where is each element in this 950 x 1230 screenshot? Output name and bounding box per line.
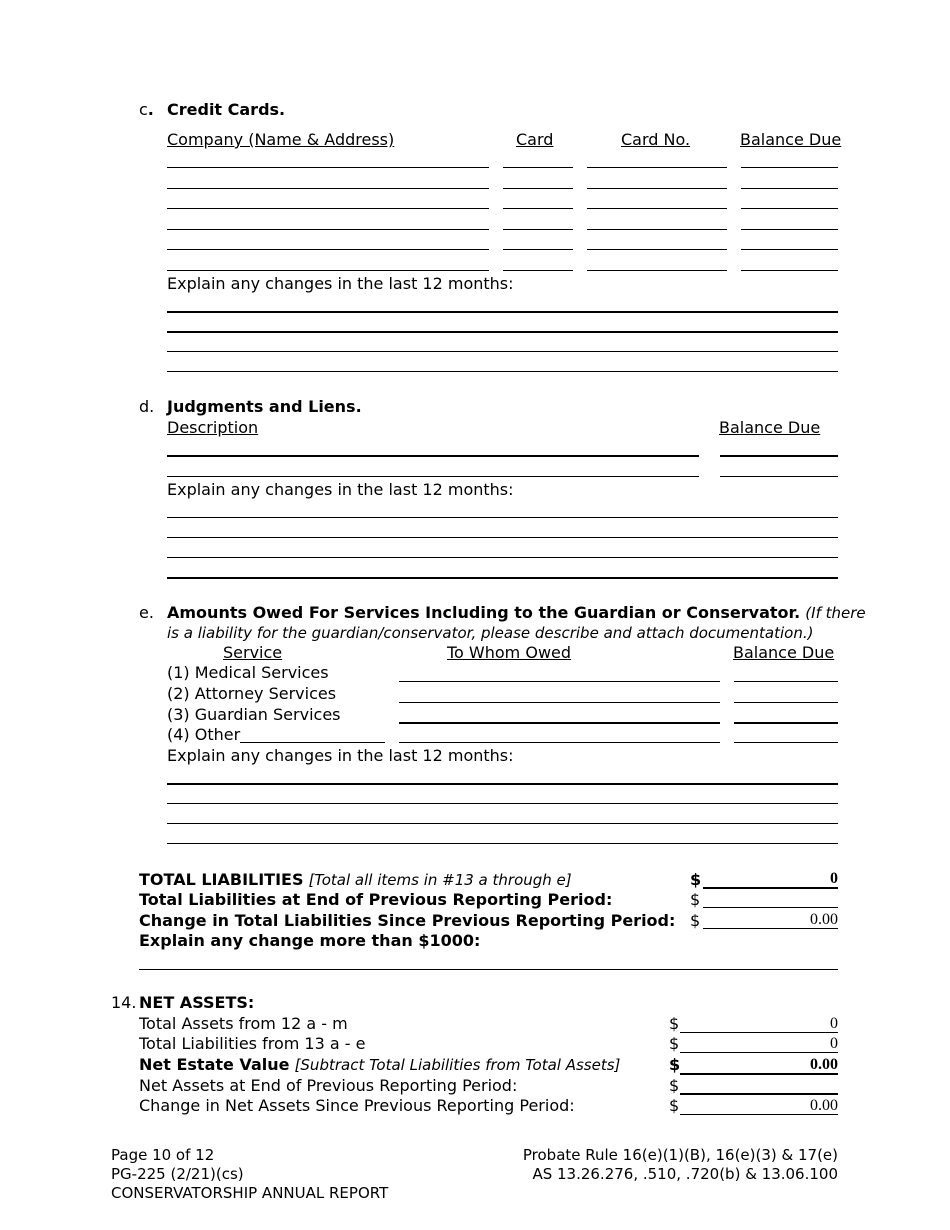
section-number: 14. (111, 993, 137, 1012)
company-field[interactable] (167, 167, 489, 168)
explain-change-label: Explain any change more than $1000: (139, 931, 481, 950)
section-d-title: Judgments and Liens. (167, 397, 362, 416)
service-medical: (1) Medical Services (167, 663, 329, 682)
total-assets-value: 0 (830, 1015, 838, 1032)
whom-field[interactable] (399, 742, 720, 743)
explain-line[interactable] (167, 843, 838, 844)
whom-field[interactable] (399, 681, 720, 682)
section-c-title: Credit Cards. (167, 100, 286, 119)
net-assets-title: NET ASSETS: (139, 993, 255, 1012)
currency-symbol: $ (690, 911, 701, 930)
prev-net-assets-field[interactable] (680, 1093, 838, 1095)
balance-field[interactable] (741, 188, 838, 189)
section-e-title: Amounts Owed For Services Including to the Guardian or Conservator. (167, 603, 801, 622)
section-e-note-b: is a liability for the guardian/conservator, please describe and attach documentation.) (167, 624, 814, 642)
currency-symbol: $ (690, 870, 702, 889)
balance-field[interactable] (734, 681, 838, 682)
col-company-header: Company (Name & Address) (167, 130, 395, 149)
balance-field[interactable] (741, 229, 838, 230)
prev-liabilities-field[interactable] (703, 907, 838, 908)
currency-symbol: $ (669, 1076, 680, 1095)
balance-field[interactable] (734, 742, 838, 743)
change-net-assets-label: Change in Net Assets Since Previous Reporting Period: (139, 1096, 575, 1115)
balance-field[interactable] (720, 476, 838, 477)
card-no-field[interactable] (587, 270, 727, 271)
balance-field[interactable] (720, 455, 838, 457)
section-e-heading (167, 603, 866, 623)
service-other: (4) Other (167, 725, 241, 744)
explain-line[interactable] (167, 311, 838, 313)
balance-field[interactable] (734, 702, 838, 703)
change-liabilities-label: Change in Total Liabilities Since Previous Reporting Period: (139, 911, 676, 930)
prev-liabilities-label: Total Liabilities at End of Previous Reporting Period: (139, 890, 613, 909)
balance-field[interactable] (741, 208, 838, 209)
company-field[interactable] (167, 249, 489, 250)
col-card-no-header: Card No. (621, 130, 691, 149)
probate-rule: Probate Rule 16(e)(1)(B), 16(e)(3) & 17(e) (522, 1146, 838, 1164)
total-liabilities-row (139, 870, 572, 890)
col-balance-header: Balance Due (740, 130, 842, 149)
explain-line[interactable] (167, 803, 838, 804)
form-title: CONSERVATORSHIP ANNUAL REPORT (111, 1184, 389, 1202)
explain-label: Explain any changes in the last 12 months: (167, 746, 514, 765)
net-estate-label: Net Estate Value (139, 1055, 290, 1074)
currency-symbol: $ (669, 1055, 681, 1074)
balance-field[interactable] (741, 249, 838, 250)
col-service-header: Service (223, 643, 283, 662)
explain-label: Explain any changes in the last 12 months: (167, 480, 514, 499)
explain-line[interactable] (167, 577, 838, 579)
col-balance-header: Balance Due (733, 643, 835, 662)
currency-symbol: $ (669, 1034, 680, 1053)
balance-field[interactable] (741, 270, 838, 271)
description-field[interactable] (167, 476, 699, 477)
card-field[interactable] (503, 208, 573, 209)
total-liabilities-label: TOTAL LIABILITIES (139, 870, 304, 889)
card-field[interactable] (503, 188, 573, 189)
currency-symbol: $ (669, 1096, 680, 1115)
description-field[interactable] (167, 455, 699, 457)
total-liabilities-value: 0 (830, 870, 838, 887)
explain-line[interactable] (167, 331, 838, 333)
net-estate-row (139, 1055, 620, 1075)
explain-line[interactable] (167, 371, 838, 372)
col-balance-header: Balance Due (719, 418, 821, 437)
total-liabilities-13-label: Total Liabilities from 13 a - e (139, 1034, 366, 1053)
col-card-header: Card (516, 130, 554, 149)
currency-symbol: $ (690, 890, 701, 909)
explain-change-line[interactable] (139, 969, 838, 970)
balance-field[interactable] (741, 167, 838, 168)
card-field[interactable] (503, 167, 573, 168)
card-field[interactable] (503, 270, 573, 271)
net-estate-note: [Subtract Total Liabilities from Total Assets] (294, 1056, 621, 1074)
net-estate-value: 0.00 (810, 1056, 838, 1073)
card-field[interactable] (503, 249, 573, 250)
total-liabilities-note: [Total all items in #13 a through e] (308, 871, 572, 889)
service-attorney: (2) Attorney Services (167, 684, 337, 703)
card-no-field[interactable] (587, 188, 727, 189)
whom-field[interactable] (399, 722, 720, 724)
col-description-header: Description (167, 418, 259, 437)
explain-line[interactable] (167, 517, 838, 518)
card-no-field[interactable] (587, 229, 727, 230)
section-e-letter: e. (139, 603, 154, 622)
company-field[interactable] (167, 229, 489, 230)
form-number: PG-225 (2/21)(cs) (111, 1165, 244, 1183)
explain-line[interactable] (167, 783, 838, 785)
card-no-field[interactable] (587, 249, 727, 250)
balance-field[interactable] (734, 722, 838, 724)
card-no-field[interactable] (587, 167, 727, 168)
explain-label: Explain any changes in the last 12 months: (167, 274, 514, 293)
col-whom-header: To Whom Owed (447, 643, 572, 662)
total-assets-label: Total Assets from 12 a - m (139, 1014, 348, 1033)
explain-line[interactable] (167, 557, 838, 558)
whom-field[interactable] (399, 702, 720, 703)
section-e-note-a: (If there (805, 604, 866, 622)
section-c-letter: c. (139, 100, 154, 119)
explain-line[interactable] (167, 823, 838, 824)
explain-line[interactable] (167, 351, 838, 352)
card-field[interactable] (503, 229, 573, 230)
change-liabilities-value: 0.00 (810, 911, 838, 928)
prev-net-assets-label: Net Assets at End of Previous Reporting Period: (139, 1076, 518, 1095)
company-field[interactable] (167, 270, 489, 271)
card-no-field[interactable] (587, 208, 727, 209)
statute-reference: AS 13.26.276, .510, .720(b) & 13.06.100 (532, 1165, 838, 1183)
service-guardian: (3) Guardian Services (167, 705, 341, 724)
explain-line[interactable] (167, 537, 838, 538)
company-field[interactable] (167, 188, 489, 189)
total-liabilities-13-value: 0 (830, 1035, 838, 1052)
change-net-assets-value: 0.00 (810, 1097, 838, 1114)
page-number: Page 10 of 12 (111, 1146, 215, 1164)
currency-symbol: $ (669, 1014, 680, 1033)
section-d-letter: d. (139, 397, 155, 416)
company-field[interactable] (167, 208, 489, 209)
other-service-field[interactable] (240, 742, 385, 743)
